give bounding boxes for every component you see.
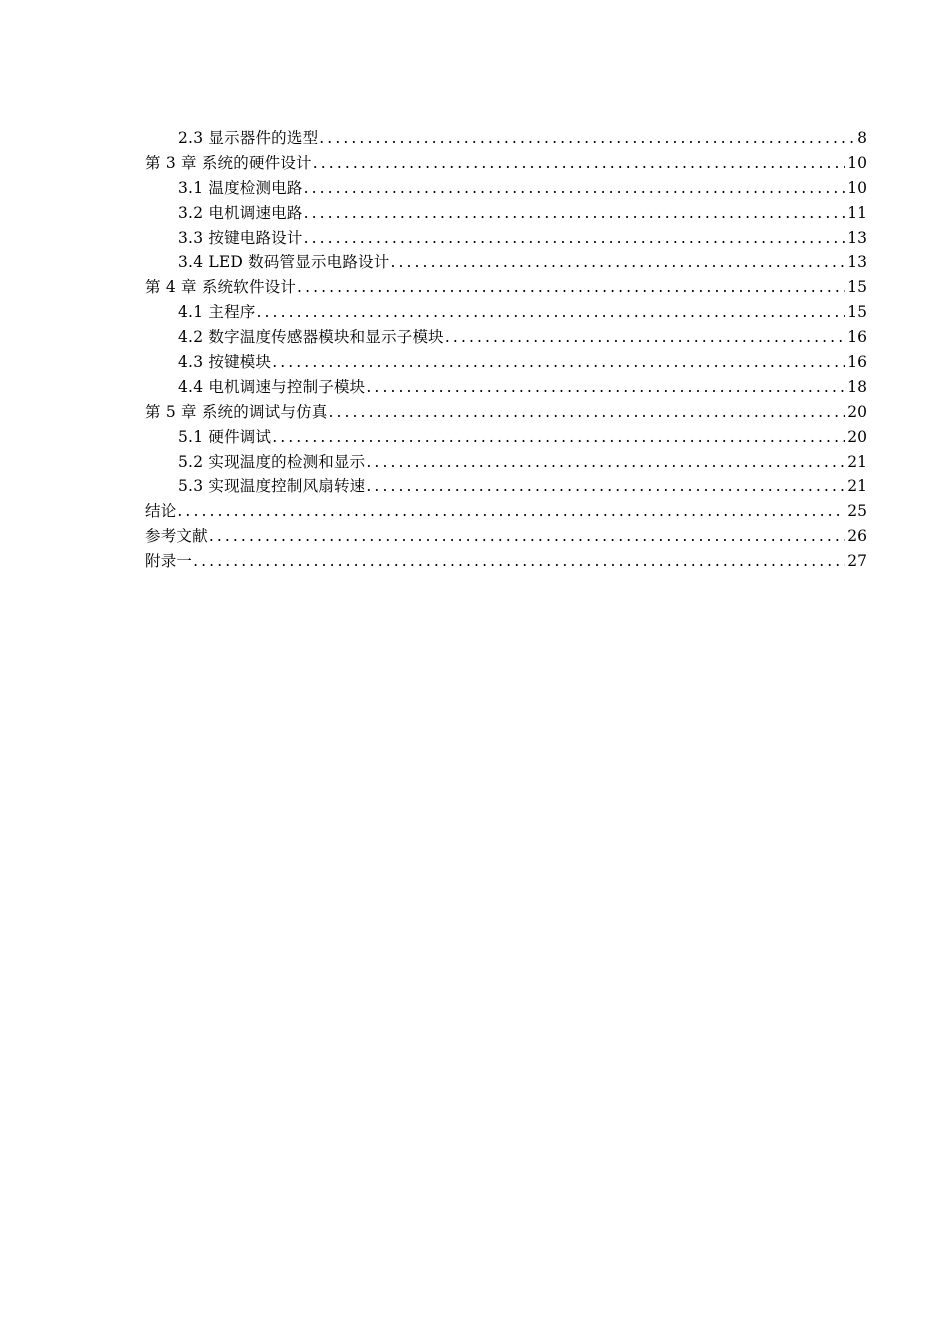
toc-entry-4-2[interactable]: [145, 325, 867, 350]
toc-entry-4-4[interactable]: [145, 375, 867, 400]
toc-entry-page: 13: [847, 253, 867, 272]
toc-entry-5-3[interactable]: [145, 474, 867, 499]
toc-entry-chapter-3[interactable]: [145, 151, 867, 176]
toc-entry-page: 20: [847, 402, 867, 421]
toc-dot-leader: [328, 400, 845, 425]
toc-entry-title: 3.1 温度检测电路: [178, 178, 303, 197]
toc-dot-leader: [272, 350, 845, 375]
toc-dot-leader: [366, 375, 845, 400]
toc-entry-page: 16: [847, 328, 867, 347]
toc-entry-title: 第 4 章 系统软件设计: [145, 278, 297, 297]
toc-entry-title: 参考文献: [145, 527, 208, 546]
toc-entry-2-3[interactable]: [145, 126, 867, 151]
toc-entry-page: 15: [847, 303, 867, 322]
toc-entry-references[interactable]: [145, 524, 867, 549]
toc-entry-3-3[interactable]: [145, 226, 867, 251]
toc-dot-leader: [304, 226, 846, 251]
toc-dot-leader: [297, 275, 845, 300]
toc-dot-leader: [256, 300, 845, 325]
toc-entry-page: 20: [847, 427, 867, 446]
toc-entry-page: 10: [847, 178, 867, 197]
toc-dot-leader: [390, 250, 845, 275]
toc-entry-title: 5.2 实现温度的检测和显示: [178, 452, 366, 471]
toc-entry-page: 21: [847, 477, 867, 496]
toc-entry-5-1[interactable]: [145, 425, 867, 450]
toc-entry-title: 4.2 数字温度传感器模块和显示子模块: [178, 328, 444, 347]
toc-entry-title: 3.3 按键电路设计: [178, 228, 303, 247]
toc-entry-page: 11: [847, 203, 867, 222]
toc-entry-title: 结论: [145, 502, 177, 521]
toc-entry-3-2[interactable]: [145, 201, 867, 226]
toc-dot-leader: [319, 126, 855, 151]
toc-entry-3-4[interactable]: [145, 250, 867, 275]
toc-entry-page: 10: [847, 153, 867, 172]
toc-entry-conclusion[interactable]: [145, 499, 867, 524]
toc-dot-leader: [445, 325, 845, 350]
toc-dot-leader: [313, 151, 846, 176]
toc-entry-title: 4.4 电机调速与控制子模块: [178, 377, 366, 396]
toc-entry-title: 第 5 章 系统的调试与仿真: [145, 402, 328, 421]
toc-entry-title: 附录一: [145, 552, 193, 571]
toc-entry-title: 3.2 电机调速电路: [178, 203, 303, 222]
table-of-contents: [145, 126, 867, 574]
toc-dot-leader: [193, 549, 845, 574]
toc-dot-leader: [177, 499, 845, 524]
toc-entry-page: 16: [847, 353, 867, 372]
toc-dot-leader: [272, 425, 845, 450]
toc-entry-chapter-5[interactable]: [145, 400, 867, 425]
toc-entry-title: 3.4 LED 数码管显示电路设计: [178, 253, 390, 272]
toc-entry-page: 8: [857, 129, 867, 147]
toc-entry-title: 第 3 章 系统的硬件设计: [145, 153, 312, 172]
toc-dot-leader: [304, 201, 846, 226]
toc-entry-page: 15: [847, 278, 867, 297]
toc-entry-4-3[interactable]: [145, 350, 867, 375]
toc-entry-page: 27: [847, 552, 867, 571]
toc-dot-leader: [366, 450, 845, 475]
toc-entry-title: 5.1 硬件调试: [178, 427, 272, 446]
toc-entry-page: 25: [847, 502, 867, 521]
toc-entry-page: 18: [847, 377, 867, 396]
toc-entry-title: 5.3 实现温度控制风扇转速: [178, 477, 366, 496]
toc-entry-chapter-4[interactable]: [145, 275, 867, 300]
toc-dot-leader: [304, 176, 846, 201]
toc-dot-leader: [209, 524, 845, 549]
toc-entry-title: 4.3 按键模块: [178, 353, 272, 372]
toc-entry-title: 2.3 显示器件的选型: [178, 129, 319, 147]
toc-entry-4-1[interactable]: [145, 300, 867, 325]
toc-entry-3-1[interactable]: [145, 176, 867, 201]
toc-entry-5-2[interactable]: [145, 450, 867, 475]
toc-entry-page: 21: [847, 452, 867, 471]
toc-entry-page: 13: [847, 228, 867, 247]
toc-dot-leader: [366, 474, 845, 499]
toc-entry-appendix-1[interactable]: [145, 549, 867, 574]
toc-entry-title: 4.1 主程序: [178, 303, 256, 322]
toc-entry-page: 26: [847, 527, 867, 546]
